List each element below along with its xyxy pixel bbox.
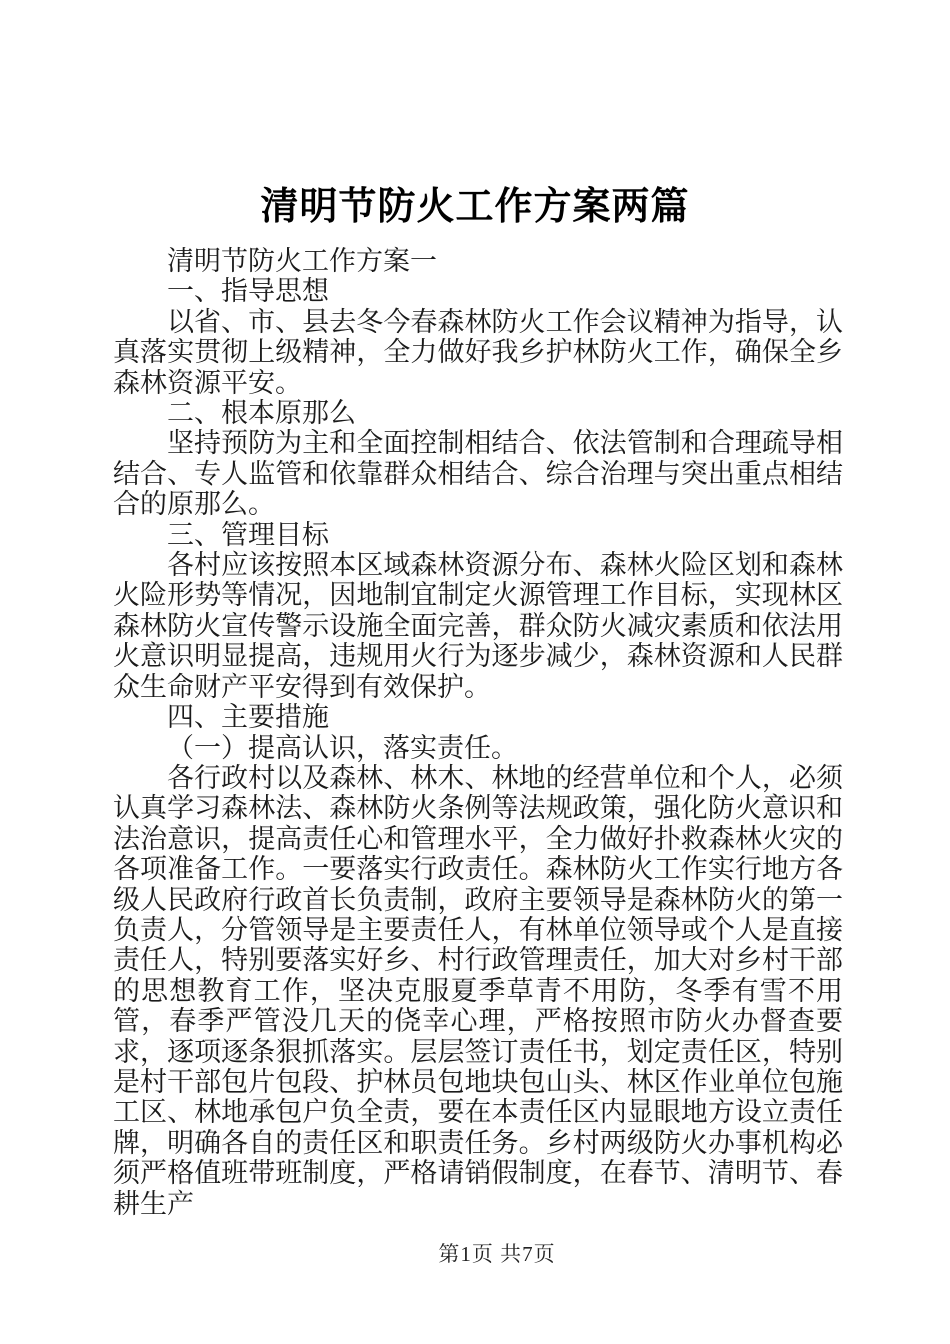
paragraph: 一、指导思想 xyxy=(167,276,329,307)
paragraph: 二、根本原那么 xyxy=(167,398,356,429)
paragraph: 各行政村以及森林、林木、林地的经营单位和个人，必须认真学习森林法、森林防火条例等法规政策，强化防火意识和法治意识，提高责任心和管理水平，全力做好扑救森林火灾的各项准备工作。一要落实行政责任。森林防火工作实行地方各级人民政府行政首长负责制，政府主要领导是森林防火的第一负责人，分管领导是主要责任人，有林单位领导或个人是直接责任人，特别要落实好乡、村行政管理责任，加大对乡村干部的思想教育工作，坚决克服夏季草青不用防，冬季有雪不用管，春季严管没几天的侥幸心理，严格按照市防火办督查要求，逐项逐条狠抓落实。层层签订责任书，划定责任区，特别是村干部包片包段、护林员包地块包山头、林区作业单位包施工区、林地承包户负全责，要在本责任区内显眼地方设立责任牌，明确各自的责任区和职责任务。乡村两级防火办事机构必须严格值班带班制度，严格请销假制度，在春节、清明节、春耕生产 xyxy=(113,762,843,1219)
document-body xyxy=(113,246,843,1219)
page-footer xyxy=(0,1242,950,1266)
paragraph: 各村应该按照本区域森林资源分布、森林火险区划和森林火险形势等情况，因地制宜制定火源管理工作目标，实现林区森林防火宣传警示设施全面完善，群众防火减灾素质和依法用火意识明显提高，违规用火行为逐步减少，森林资源和人民群众生命财产平安得到有效保护。 xyxy=(113,550,843,702)
page-number: 第1页 共7页 xyxy=(438,1242,556,1266)
paragraph: 清明节防火工作方案一 xyxy=(167,246,437,276)
paragraph: 以省、市、县去冬今春森林防火工作会议精神为指导，认真落实贯彻上级精神，全力做好我乡护林防火工作，确保全乡森林资源平安。 xyxy=(113,306,843,398)
paragraph: （一）提高认识，落实责任。 xyxy=(167,732,518,763)
paragraph: 坚持预防为主和全面控制相结合、依法管制和合理疏导相结合、专人监管和依靠群众相结合、综合治理与突出重点相结合的原那么。 xyxy=(113,428,843,520)
page-title: 清明节防火工作方案两篇 xyxy=(260,186,690,228)
paragraph: 三、管理目标 xyxy=(167,519,329,550)
paragraph: 四、主要措施 xyxy=(167,702,329,733)
